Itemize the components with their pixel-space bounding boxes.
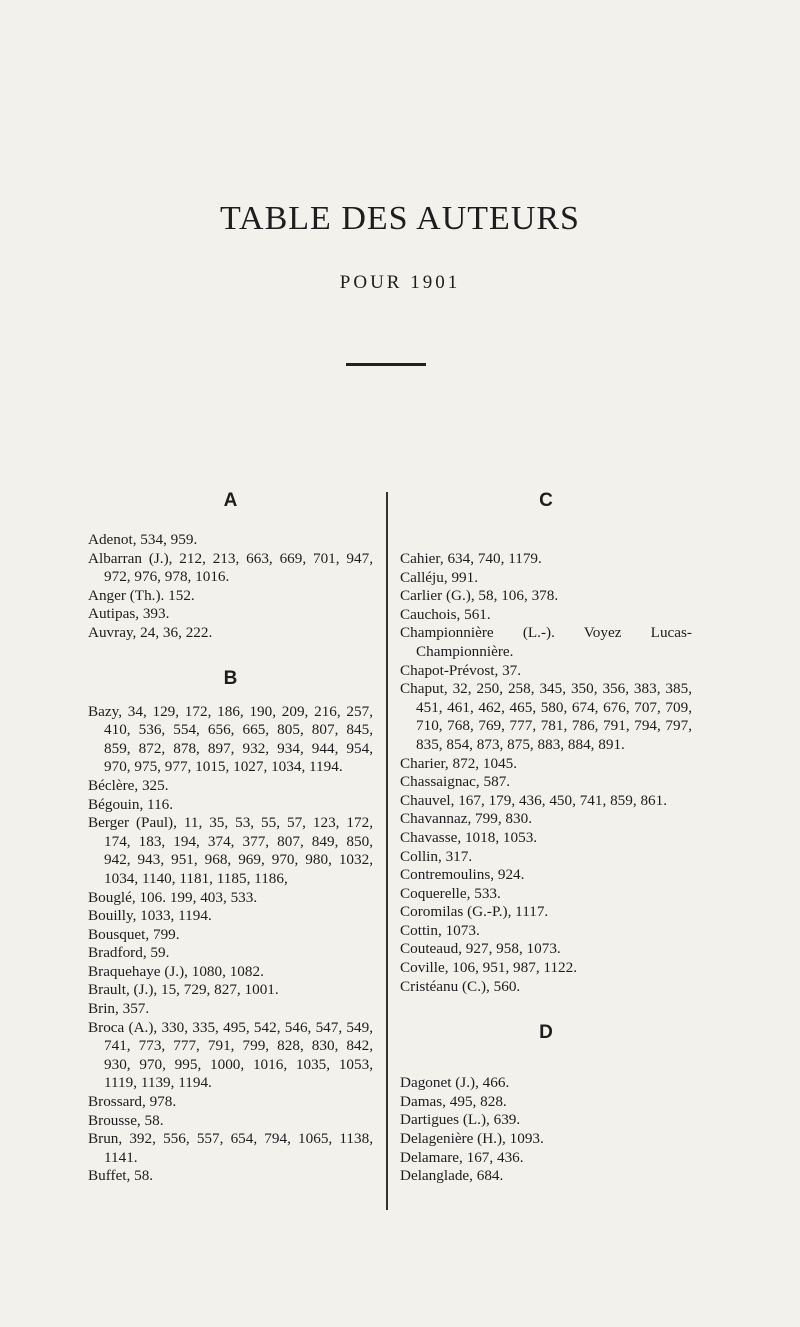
section-letter-c: C: [539, 490, 553, 511]
index-entry: Cottin, 1073.: [400, 921, 480, 939]
index-entry: Damas, 495, 828.: [400, 1092, 507, 1110]
index-entry: Anger (Th.). 152.: [88, 586, 195, 604]
index-entry: Broca (A.), 330, 335, 495, 542, 546, 547, 549, 741, 773, 777, 791, 799, 828, 830, 842, 930, 970, 995, 1000, 1016, 1035, 1053, 1119, 1139, 1194.: [88, 1018, 373, 1092]
index-entry: Bégouin, 116.: [88, 795, 174, 813]
index-entry: Cauchois, 561.: [400, 605, 491, 623]
index-entry: Buffet, 58.: [88, 1167, 154, 1185]
index-entry: Brossard, 978.: [88, 1093, 177, 1111]
index-entry: Delanglade, 684.: [400, 1167, 504, 1185]
index-entry: Auvray, 24, 36, 222.: [88, 623, 213, 641]
index-entry: Bradford, 59.: [88, 944, 170, 962]
index-entry: Coquerelle, 533.: [400, 884, 501, 902]
index-entry: Coville, 106, 951, 987, 1122.: [400, 959, 578, 977]
index-entry: Chavannaz, 799, 830.: [400, 810, 533, 828]
index-entry: Chauvel, 167, 179, 436, 450, 741, 859, 861.: [400, 791, 668, 809]
index-entry: Brun, 392, 556, 557, 654, 794, 1065, 1138, 1141.: [88, 1130, 373, 1166]
index-entry: Brousse, 58.: [88, 1111, 164, 1129]
index-entry: Couteaud, 927, 958, 1073.: [400, 940, 561, 958]
index-entry: Chaput, 32, 250, 258, 345, 350, 356, 383, 385, 451, 461, 462, 465, 580, 674, 676, 707, 709, 710, 768, 769, 777, 781, 786, 791, 794, 797, 835, 854, 873, 875, 883, 884, 891.: [400, 680, 692, 753]
index-entry: Bouglé, 106. 199, 403, 533.: [88, 888, 258, 906]
left-column: [88, 488, 373, 1186]
index-entry: Calléju, 991.: [400, 568, 479, 586]
index-entry: Béclère, 325.: [88, 776, 169, 794]
section-letter-d: D: [539, 1022, 553, 1044]
index-entry: Championnière (L.-). Voyez Lucas-Championnière.: [400, 624, 692, 660]
index-entry: Chavasse, 1018, 1053.: [400, 828, 538, 846]
index-entry: Braquehaye (J.), 1080, 1082.: [88, 962, 264, 980]
page-title: TABLE DES AUTEURS: [220, 200, 580, 237]
index-entry: Brault, (J.), 15, 729, 827, 1001.: [88, 981, 279, 999]
index-entry: Autipas, 393.: [88, 605, 170, 623]
index-entry: Bazy, 34, 129, 172, 186, 190, 209, 216, 257, 410, 536, 554, 656, 665, 805, 807, 845, 859, 872, 878, 897, 932, 934, 944, 954, 970, 975, 977, 1015, 1027, 1034, 1194.: [88, 702, 373, 776]
column-divider: [386, 492, 388, 1210]
section-letter-a: A: [223, 490, 238, 511]
page-subtitle: POUR 1901: [339, 272, 461, 293]
index-entry: Contremoulins, 924.: [400, 866, 525, 884]
index-entry: Bousquet, 799.: [88, 925, 180, 943]
index-entry: Berger (Paul), 11, 35, 53, 55, 57, 123, 172, 174, 183, 194, 374, 377, 807, 849, 850, 942, 943, 951, 968, 969, 970, 980, 1032, 1034, 1140, 1181, 1185, 1186,: [88, 814, 373, 887]
right-column: [400, 488, 692, 1186]
index-entry: Coromilas (G.-P.), 1117.: [400, 903, 549, 921]
title-rule: [346, 363, 426, 366]
index-entry: Dagonet (J.), 466.: [400, 1074, 510, 1092]
index-entry: Dartigues (L.), 639.: [400, 1111, 521, 1129]
section-letter-b: B: [223, 667, 238, 689]
index-entry: Chassaignac, 587.: [400, 773, 511, 791]
index-entry: Cristéanu (C.), 560.: [400, 977, 521, 995]
index-entry: Carlier (G.), 58, 106, 378.: [400, 587, 559, 605]
index-entry: Chapot-Prévost, 37.: [400, 661, 522, 679]
index-entry: Charier, 872, 1045.: [400, 754, 518, 772]
index-entry: Cahier, 634, 740, 1179.: [400, 550, 542, 567]
index-entry: Collin, 317.: [400, 847, 473, 865]
index-entry: Bouilly, 1033, 1194.: [88, 907, 212, 925]
index-entry: Albarran (J.), 212, 213, 663, 669, 701, 947, 972, 976, 978, 1016.: [88, 549, 373, 586]
index-entry: Adenot, 534, 959.: [88, 531, 198, 548]
index-entry: Delagenière (H.), 1093.: [400, 1130, 544, 1148]
index-entry: Brin, 357.: [88, 1000, 150, 1018]
index-entry: Delamare, 167, 436.: [400, 1148, 524, 1166]
